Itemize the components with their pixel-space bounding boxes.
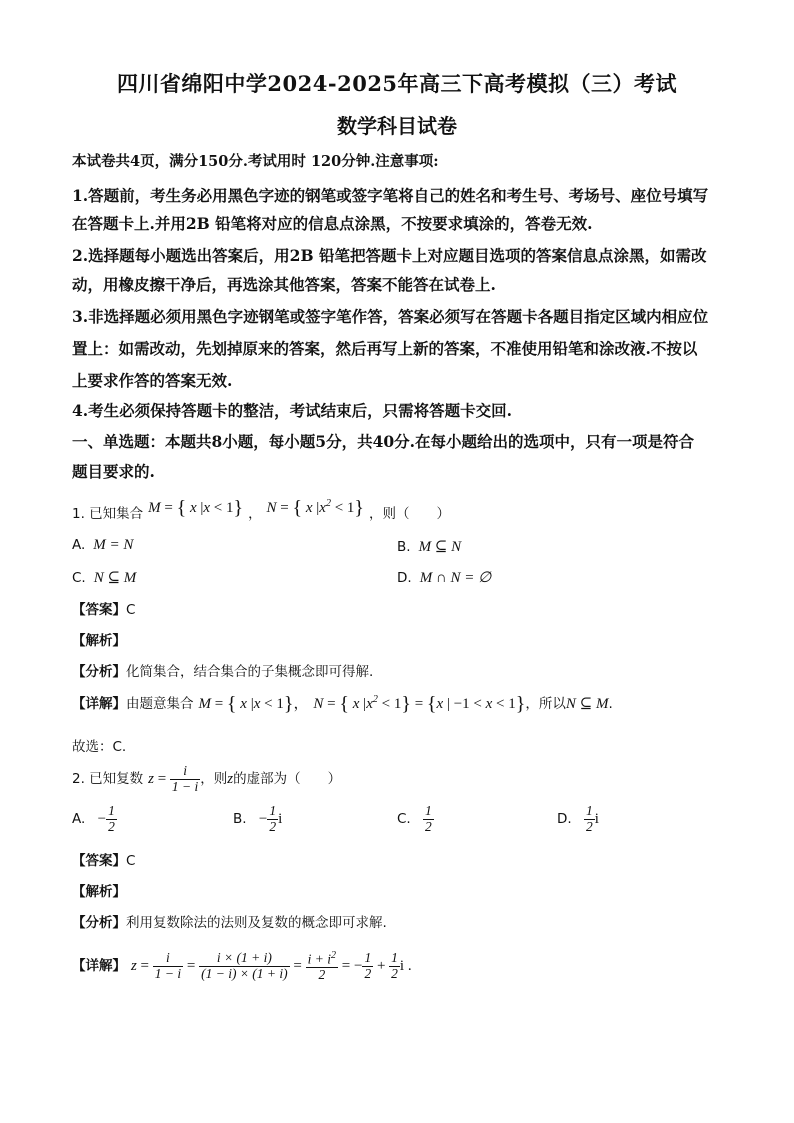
q1-detail-prefix: 由题意集合 <box>126 696 194 712</box>
instructions-intro: 本试卷共4页，满分150分.考试用时 120分钟.注意事项: <box>72 153 439 170</box>
q2-detail <box>72 950 412 983</box>
q1-option-b[interactable] <box>397 537 461 556</box>
q2-answer-tag: 【答案】 <box>72 853 126 869</box>
q1-analysis-tag: 【解析】 <box>72 633 126 649</box>
q2-answer <box>72 849 135 869</box>
question-2-suffix: ，则 <box>200 770 228 787</box>
instruction-3-line-1: 3.非选择题必须用黑色字迹钢笔或签字笔作答，答案必须写在答题卡各题目指定区域内相应位 <box>72 307 709 326</box>
q2-option-d[interactable] <box>557 804 599 835</box>
q2-option-a[interactable] <box>72 804 117 835</box>
question-2-suffix-2: 的虚部为（ ） <box>233 770 342 787</box>
q1-option-d-label: D. <box>397 570 412 586</box>
q1-option-d-expr: M ∩ N = ∅ <box>419 570 492 586</box>
q2-option-b[interactable] <box>233 804 282 835</box>
q2-option-c-expr: $\frac{1}{2}$ <box>425 803 432 834</box>
q1-detail-tag: 【详解】 <box>72 696 126 712</box>
q1-option-b-expr: M ⊆ N <box>418 539 462 555</box>
q1-detail-result: N ⊆ M <box>565 696 609 712</box>
q2-option-c[interactable] <box>397 804 434 835</box>
exam-title: 四川省绵阳中学2024-2025年高三下高考模拟（三）考试 <box>116 71 678 96</box>
q2-fenxi-text: 利用复数除法的法则及复数的概念即可求解. <box>126 915 387 931</box>
q2-analysis-tag: 【解析】 <box>72 884 126 900</box>
q2-option-a-label: A. <box>72 810 86 827</box>
q2-answer-value: C <box>126 853 136 869</box>
q2-option-a-expr: − $\frac{1}{2}$ <box>97 803 115 834</box>
question-1-suffix: ，则（ ） <box>368 506 450 522</box>
section-1-heading-line-1: 一、单选题：本题共8小题，每小题5分，共40分.在每小题给出的选项中，只有一项是符合 <box>72 432 695 451</box>
q1-option-c-label: C. <box>72 570 86 586</box>
q2-option-b-expr: − $\frac{1}{2}$ i <box>258 803 283 834</box>
q1-option-b-label: B. <box>397 539 411 555</box>
set-m-definition: M = { x |x < 1} <box>148 497 244 519</box>
q2-definition: z = $\frac{i}{1 - i}$ <box>148 763 199 794</box>
q2-detail-derivation: z = $\frac{i}{1 - i}$ = $\frac{i \times (1 + i)}{(1 - i) \times (1 + i)}$ = $\frac{i + i^2}{2}$ = − $\frac{1}{2}$ + $\frac{1}{2}$ i . <box>130 950 412 983</box>
q2-fenxi <box>72 911 387 931</box>
question-2-stem <box>72 764 341 795</box>
section-1-heading-line-2: 题目要求的. <box>72 462 155 481</box>
instruction-1-line-2: 在答题卡上.并用2B 铅笔将对应的信息点涂黑，不按要求填涂的，答卷无效. <box>72 214 593 233</box>
q1-option-a-expr: M = N <box>93 537 134 553</box>
q1-option-d[interactable] <box>397 568 491 587</box>
exam-subtitle: 数学科目试卷 <box>337 114 457 138</box>
instruction-1-line-1: 1.答题前，考生务必用黑色字迹的钢笔或签字笔将自己的姓名和考生号、考场号、座位号填写 <box>72 186 709 205</box>
q1-analysis-heading <box>72 629 126 649</box>
question-1-prefix: 1. 已知集合 <box>72 506 144 522</box>
q1-fenxi-tag: 【分析】 <box>72 664 126 680</box>
q1-answer-value: C <box>126 602 136 618</box>
question-1-separator: ， <box>248 506 262 522</box>
q1-detail <box>72 692 613 716</box>
q2-option-b-label: B. <box>233 810 247 827</box>
q1-conclusion: 故选：C. <box>72 739 127 755</box>
q1-fenxi-text: 化简集合，结合集合的子集概念即可得解. <box>126 664 374 680</box>
instruction-3-line-3: 上要求作答的答案无效. <box>72 371 233 390</box>
q1-answer-tag: 【答案】 <box>72 602 126 618</box>
set-n-definition: N = { x $|x^2 < 1$} <box>266 497 365 519</box>
q1-fenxi <box>72 660 373 680</box>
instruction-4: 4.考生必须保持答题卡的整洁，考试结束后，只需将答题卡交回. <box>72 401 513 420</box>
q2-analysis-heading <box>72 880 126 900</box>
q2-option-d-expr: $\frac{1}{2}$ i <box>585 803 599 834</box>
q1-detail-set-n: N = { x $|x^2 < 1\} = \{x$ | −1 < x < 1} <box>313 693 526 715</box>
q1-option-c-expr: N ⊆ M <box>93 570 137 586</box>
question-2-prefix: 2. 已知复数 <box>72 770 144 787</box>
q1-detail-set-m: M = { x |x < 1}， <box>198 693 309 715</box>
q1-option-a[interactable] <box>72 537 133 554</box>
q2-fenxi-tag: 【分析】 <box>72 915 126 931</box>
question-1-stem <box>72 497 450 526</box>
q1-option-c[interactable] <box>72 568 136 587</box>
q1-answer <box>72 598 135 618</box>
q2-detail-tag: 【详解】 <box>72 958 126 975</box>
instruction-3-line-2: 置上：如需改动，先划掉原来的答案，然后再写上新的答案，不准使用铅笔和涂改液.不按以 <box>72 339 698 358</box>
q2-option-d-label: D. <box>557 810 572 827</box>
q2-variable: z <box>227 770 234 787</box>
q2-option-c-label: C. <box>397 810 411 827</box>
q1-detail-mid: ，所以 <box>525 696 566 712</box>
instruction-2-line-1: 2.选择题每小题选出答案后，用2B 铅笔把答题卡上对应题目选项的答案信息点涂黑，如需改 <box>72 246 707 265</box>
q1-option-a-label: A. <box>72 537 86 553</box>
instruction-2-line-2: 动，用橡皮擦干净后，再选涂其他答案，答案不能答在试卷上. <box>72 275 496 294</box>
q1-detail-end: . <box>608 696 613 712</box>
